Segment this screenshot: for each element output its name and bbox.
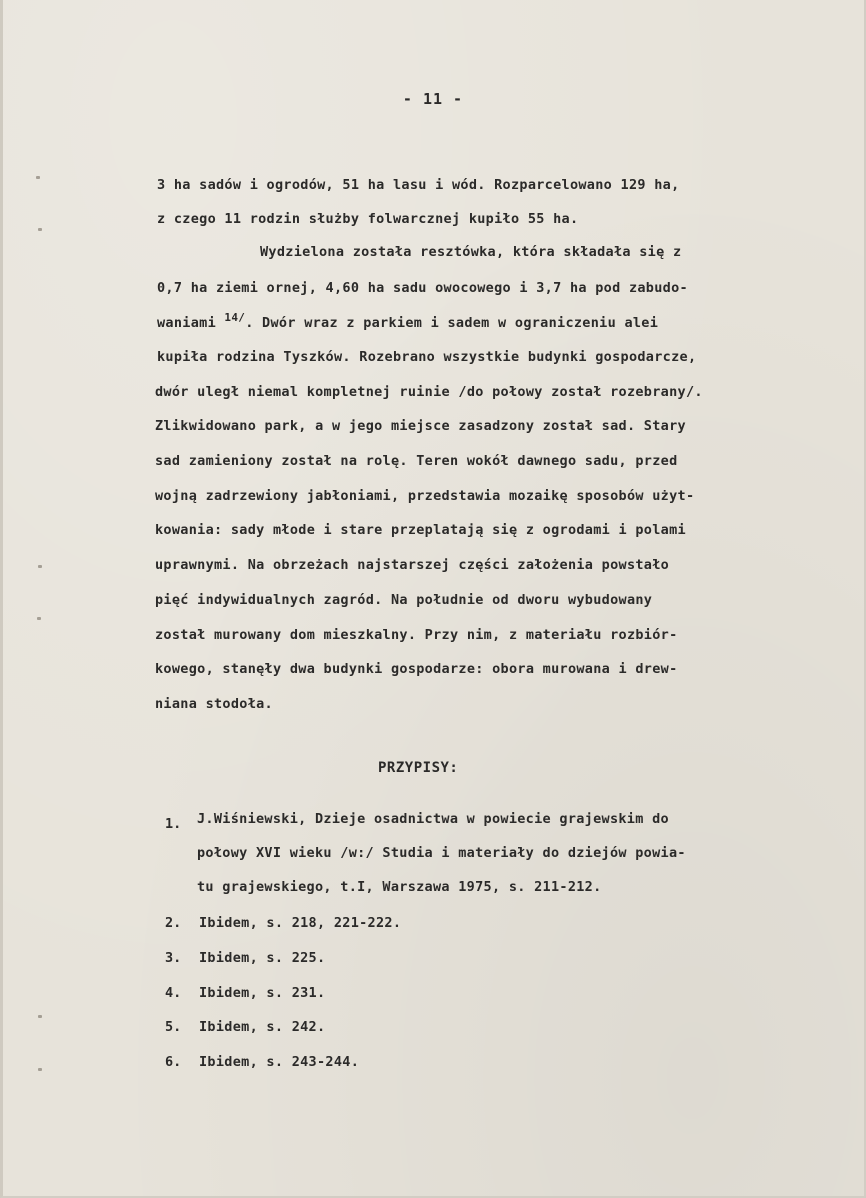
footnote-line: Ibidem, s. 218, 221-222. (199, 915, 402, 931)
margin-mark (38, 565, 42, 568)
page-number: - 11 - (402, 90, 464, 108)
body-line: Zlikwidowano park, a w jego miejsce zasadzony został sad. Stary (155, 418, 686, 434)
footnote-line: Ibidem, s. 231. (199, 985, 326, 1001)
footnote-number: 4. (165, 985, 182, 1001)
footnote-line: Ibidem, s. 225. (199, 950, 326, 966)
footnote-reference: 14/ (224, 311, 246, 324)
margin-mark (38, 1015, 42, 1018)
body-line: 0,7 ha ziemi ornej, 4,60 ha sadu owocowego i 3,7 ha pod zabudo- (157, 280, 688, 296)
body-line: został murowany dom mieszkalny. Przy nim, z materiału rozbiór- (155, 627, 678, 643)
margin-mark (37, 617, 41, 620)
body-line: kowania: sady młode i stare przeplatają się z ogrodami i polami (155, 522, 686, 538)
margin-mark (38, 1068, 42, 1071)
body-line: z czego 11 rodzin służby folwarcznej kupiło 55 ha. (157, 211, 579, 227)
footnote-line: Ibidem, s. 242. (199, 1019, 326, 1035)
footnotes-heading: PRZYPISY: (378, 760, 459, 776)
footnote-number: 2. (165, 915, 182, 931)
body-line: 3 ha sadów i ogrodów, 51 ha lasu i wód. Rozparcelowano 129 ha, (157, 177, 680, 193)
footnote-number: 6. (165, 1054, 182, 1070)
margin-mark (38, 228, 42, 231)
body-line-with-footnote-ref (157, 313, 658, 333)
footnote-line: tu grajewskiego, t.I, Warszawa 1975, s. 211-212. (197, 879, 602, 895)
body-line: Wydzielona została resztówka, która składała się z (260, 244, 682, 260)
text-segment: . Dwór wraz z parkiem i sadem w ograniczeniu alei (245, 315, 659, 331)
footnote-number: 1. (165, 816, 182, 832)
body-line: pięć indywidualnych zagród. Na południe od dworu wybudowany (155, 592, 653, 608)
body-line: kupiła rodzina Tyszków. Rozebrano wszystkie budynki gospodarcze, (157, 349, 697, 365)
body-line: uprawnymi. Na obrzeżach najstarszej części założenia powstało (155, 557, 670, 573)
text-segment: waniami (157, 315, 225, 331)
body-line: sad zamieniony został na rolę. Teren wokół dawnego sadu, przed (155, 453, 678, 469)
footnote-line: połowy XVI wieku /w:/ Studia i materiały do dziejów powia- (197, 845, 686, 861)
footnote-line: Ibidem, s. 243-244. (199, 1054, 360, 1070)
body-line: wojną zadrzewiony jabłoniami, przedstawia mozaikę sposobów użyt- (155, 488, 695, 504)
margin-mark (36, 176, 40, 179)
body-line: niana stodoła. (155, 696, 273, 712)
body-line: kowego, stanęły dwa budynki gospodarze: obora murowana i drew- (155, 661, 678, 677)
body-line: dwór uległ niemal kompletnej ruinie /do połowy został rozebrany/. (155, 384, 703, 400)
footnote-number: 5. (165, 1019, 182, 1035)
footnote-line: J.Wiśniewski, Dzieje osadnictwa w powiecie grajewskim do (197, 811, 669, 827)
footnote-number: 3. (165, 950, 182, 966)
